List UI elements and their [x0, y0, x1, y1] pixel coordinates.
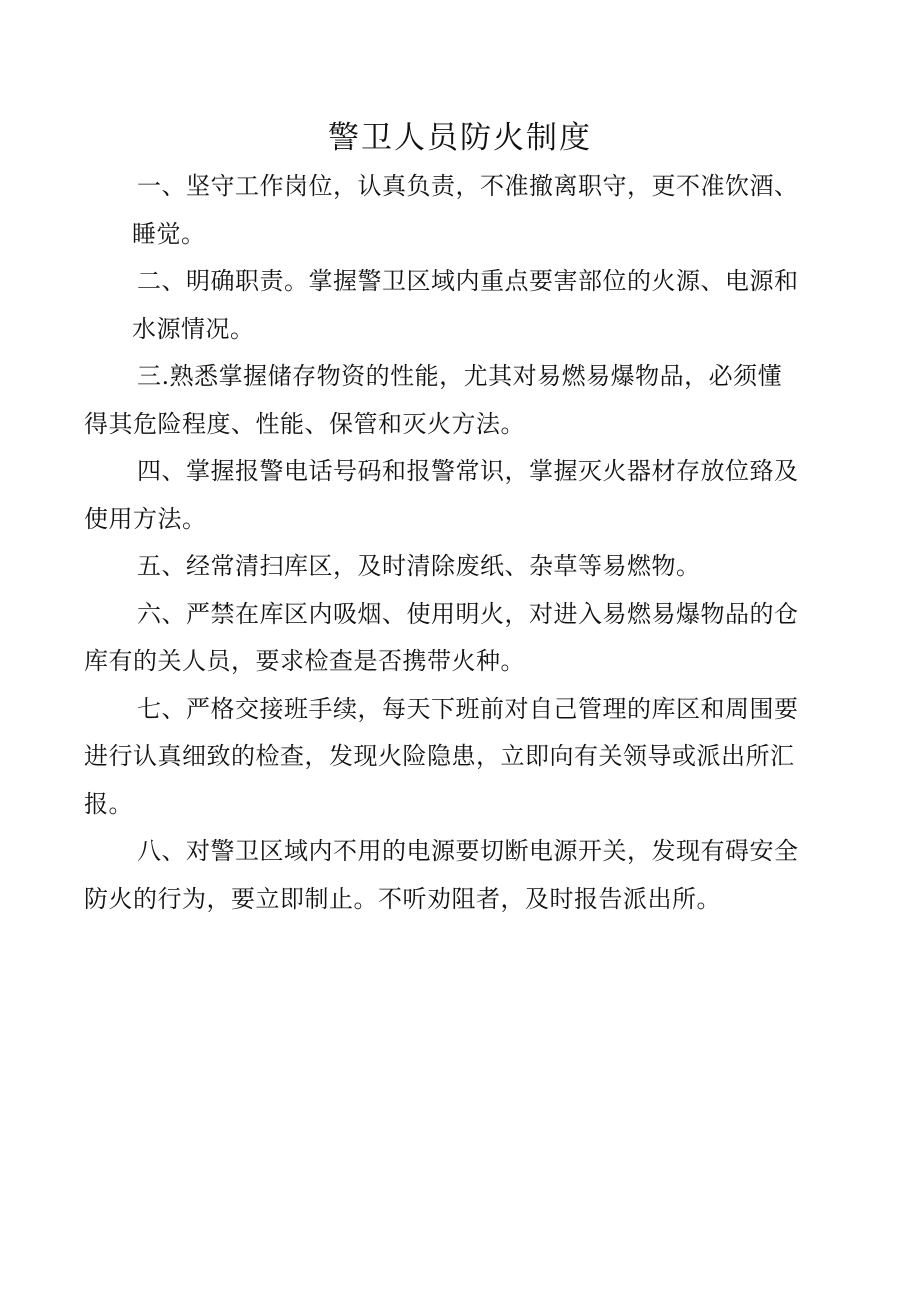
paragraph-rule-1 [84, 163, 844, 258]
paragraph-line: 报。 [84, 789, 133, 818]
paragraph-line: 三.熟悉掌握储存物资的性能，尤其对易燃易爆物品，必须懂 [137, 362, 783, 390]
paragraph-line: 六、严禁在库区内吸烟、使用明火，对进入易燃易爆物品的仓 [137, 599, 799, 628]
paragraph-line: 一、坚守工作岗位，认真负责，不准撤离职守，更不准饮酒、 [137, 172, 799, 200]
paragraph-line: 使用方法。 [84, 504, 207, 533]
paragraph-rule-3 [84, 353, 844, 448]
paragraph-line: 四、掌握报警电话号码和报警常识，掌握灭火器材存放位臵及 [137, 457, 799, 485]
paragraph-line: 得其危险程度、性能、保管和灭火方法。 [84, 409, 525, 438]
document-title: 警卫人员防火制度 [328, 120, 592, 156]
paragraph-rule-8 [84, 828, 844, 923]
paragraph-line: 进行认真细致的检查，发现火险隐患，立即向有关领导或派出所汇 [84, 742, 795, 770]
paragraph-line: 库有的关人员，要求检查是否携带火种。 [84, 647, 525, 675]
paragraph-line: 睡觉。 [132, 219, 206, 248]
paragraph-line: 水源情况。 [132, 314, 255, 343]
paragraph-line: 七、严格交接班手续，每天下班前对自己管理的库区和周围要 [137, 694, 799, 723]
paragraph-line: 防火的行为，要立即制止。不听劝阻者，及时报告派出所。 [84, 884, 721, 913]
paragraph-rule-5 [84, 543, 844, 591]
document-body [84, 163, 844, 923]
paragraph-line: 五、经常清扫库区，及时清除废纸、杂草等易燃物。 [137, 552, 701, 580]
paragraph-rule-2 [84, 258, 844, 353]
paragraph-rule-4 [84, 448, 844, 543]
paragraph-line: 二、明确职责。掌握警卫区域内重点要害部位的火源、电源和 [137, 267, 799, 295]
paragraph-rule-6 [84, 591, 844, 686]
paragraph-rule-7 [84, 686, 844, 829]
paragraph-line: 八、对警卫区域内不用的电源要切断电源开关，发现有碍安全 [137, 837, 799, 865]
